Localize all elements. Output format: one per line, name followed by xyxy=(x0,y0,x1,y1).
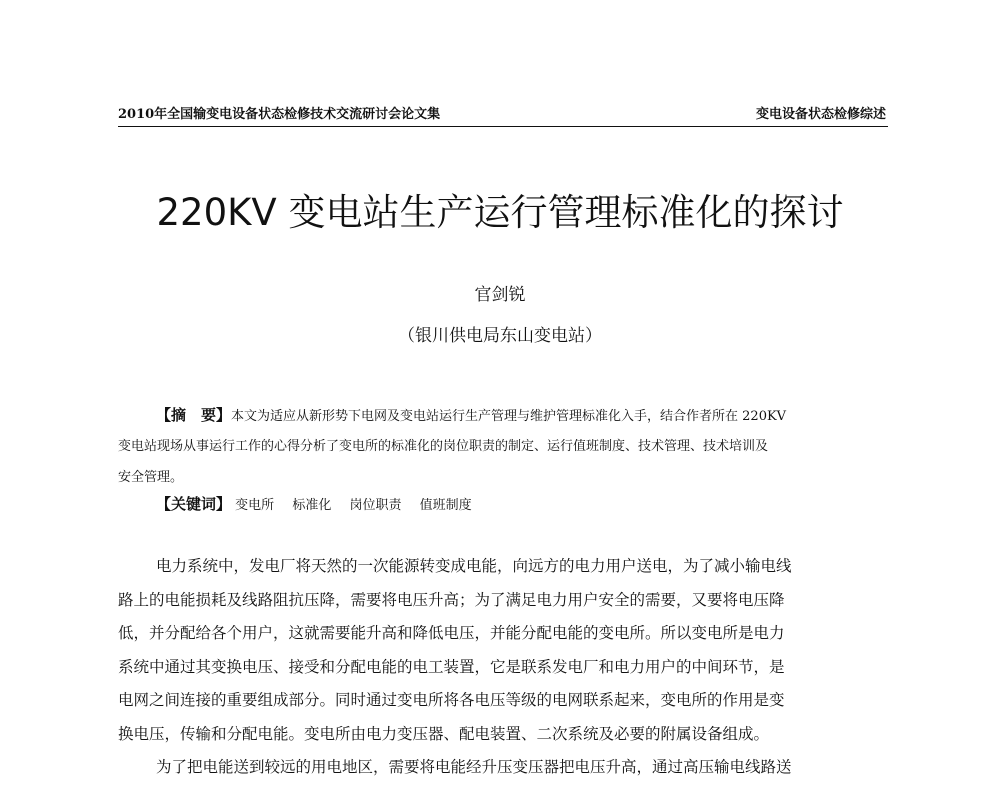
paper-title: 220KV 变电站生产运行管理标准化的探讨 xyxy=(156,191,844,234)
keyword-item: 值班制度 xyxy=(419,498,472,513)
body-line: 系统中通过其变换电压、接受和分配电能的电工装置，它是联系发电厂和电力用户的中间环节，是 xyxy=(118,657,785,676)
body-line: 路上的电能损耗及线路阻抗压降，需要将电压升高；为了满足电力用户安全的需要，又要将电压降 xyxy=(118,590,785,609)
abstract-text: 本文为适应从新形势下电网及变电站运行生产管理与维护管理标准化入手，结合作者所在 220KV xyxy=(231,409,787,424)
body-line: 为了把电能送到较远的用电地区，需要将电能经升压变压器把电压升高，通过高压输电线路送 xyxy=(156,758,792,776)
abstract xyxy=(118,400,888,493)
keyword-item: 变电所 xyxy=(235,498,275,513)
keywords-label: 【关键词】 xyxy=(156,495,232,513)
abstract-label: 【摘 要】 xyxy=(156,406,232,424)
body-line: 电力系统中，发电厂将天然的一次能源转变成电能，向远方的电力用户送电，为了减小输电线 xyxy=(156,557,792,575)
body-line: 电网之间连接的重要组成部分。同时通过变电所将各电压等级的电网联系起来，变电所的作用是变 xyxy=(118,691,785,709)
running-header xyxy=(118,104,888,127)
keyword-item: 标准化 xyxy=(292,498,332,513)
abstract-line: 变电站现场从事运行工作的心得分析了变电所的标准化的岗位职责的制定、运行值班制度、技术管理、技术培训及 xyxy=(118,439,769,454)
body-line: 换电压，传输和分配电能。变电所由电力变压器、配电装置、二次系统及必要的附属设备组成。 xyxy=(118,724,770,743)
author-affiliation: （银川供电局东山变电站） xyxy=(398,326,602,346)
abstract-line xyxy=(118,400,888,431)
body-line: 低，并分配给各个用户，这就需要能升高和降低电压，并能分配电能的变电所。所以变电所是电力 xyxy=(118,624,785,642)
body-paragraph xyxy=(118,550,888,785)
keyword-item: 岗位职责 xyxy=(349,498,402,513)
abstract-line: 安全管理。 xyxy=(118,470,184,485)
header-section-title: 变电设备状态检修综述 xyxy=(755,107,886,122)
keywords xyxy=(156,492,886,518)
header-proceedings-title: 2010年全国输变电设备状态检修技术交流研讨会论文集 xyxy=(118,107,441,122)
author-name: 官剑锐 xyxy=(474,285,526,305)
